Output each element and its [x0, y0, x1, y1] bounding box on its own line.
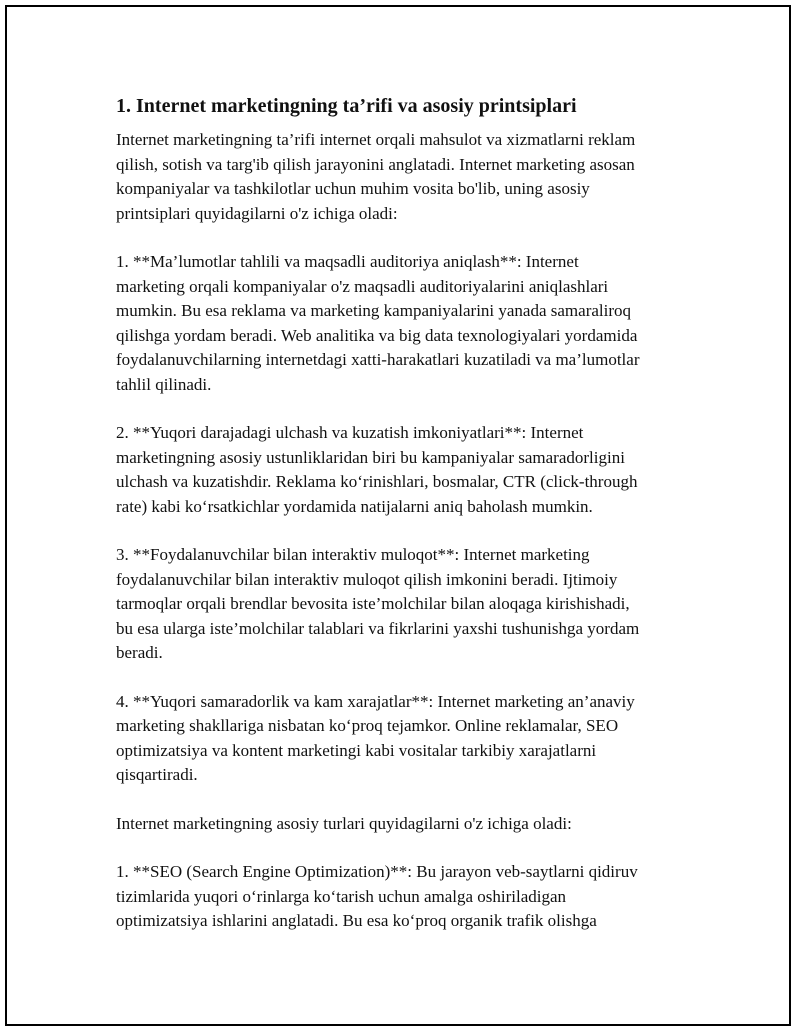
- text-line: tahlil qilinadi.: [116, 374, 212, 394]
- document-heading: 1. Internet marketingning ta’rifi va asosiy printsiplari: [116, 95, 577, 117]
- text-line: 4. **Yuqori samaradorlik va kam xarajatlar**: Internet marketing an’anaviy: [116, 691, 635, 711]
- text-line: 1. **Ma’lumotlar tahlili va maqsadli auditoriya aniqlash**: Internet: [116, 252, 579, 271]
- text-line: 3. **Foydalanuvchilar bilan interaktiv muloqot**: Internet marketing: [116, 545, 590, 564]
- paragraph-principle-2: [116, 421, 692, 519]
- paragraph-principle-3: [116, 543, 692, 666]
- text-line: qilishga yordam beradi. Web analitika va big data texnologiyalari yordamida: [116, 325, 638, 345]
- text-line: beradi.: [116, 643, 163, 662]
- text-line: tarmoqlar orqali brendlar bevosita iste’molchilar bilan aloqaga kirishishadi,: [116, 594, 630, 613]
- text-line: optimizatsiya va kontent marketingi kabi vositalar tarkibiy xarajatlarni: [116, 740, 597, 760]
- text-line: 1. **SEO (Search Engine Optimization)**: Bu jarayon veb-saytlarni qidiruv: [116, 862, 638, 881]
- text-line: kompaniyalar va tashkilotlar uchun muhim vosita bo'lib, uning asosiy: [116, 179, 590, 198]
- text-line: optimizatsiya ishlarini anglatadi. Bu esa ko‘proq organik trafik olishga: [116, 911, 597, 930]
- text-line: 2. **Yuqori darajadagi ulchash va kuzatish imkoniyatlari**: Internet: [116, 423, 584, 442]
- paragraph-principle-4: [116, 690, 692, 788]
- document-body: [116, 92, 692, 958]
- text-line: foydalanuvchilarning internetdagi xatti-harakatlari kuzatiladi va ma’lumotlar: [116, 350, 640, 369]
- paragraph-intro: [116, 128, 692, 226]
- text-line: foydalanuvchilar bilan interaktiv muloqot qilish imkonini beradi. Ijtimoiy: [116, 569, 618, 589]
- text-line: mumkin. Bu esa reklama va marketing kampaniyalarini yanada samaraliroq: [116, 301, 632, 320]
- text-line: marketing shakllariga nisbatan ko‘proq tejamkor. Online reklamalar, SEO: [116, 716, 619, 735]
- text-line: qisqartiradi.: [116, 765, 198, 784]
- text-line: rate) kabi ko‘rsatkichlar yordamida natijalarni aniq baholash mumkin.: [116, 496, 593, 516]
- paragraph-principle-1: [116, 250, 692, 397]
- text-line: tizimlarida yuqori o‘rinlarga ko‘tarish uchun amalga oshiriladigan: [116, 886, 567, 906]
- text-line: marketingning asosiy ustunliklaridan biri bu kampaniyalar samaradorligini: [116, 447, 625, 467]
- paragraph-types-intro: [116, 812, 692, 837]
- text-line: Internet marketingning ta’rifi internet orqali mahsulot va xizmatlarni reklam: [116, 130, 636, 149]
- text-line: Internet marketingning asosiy turlari quyidagilarni o'z ichiga oladi:: [116, 813, 572, 833]
- text-line: qilish, sotish va targ'ib qilish jarayonini anglatadi. Internet marketing asosan: [116, 154, 635, 174]
- text-line: printsiplari quyidagilarni o'z ichiga oladi:: [116, 203, 398, 223]
- paragraph-type-seo: [116, 860, 692, 934]
- text-line: ulchash va kuzatishdir. Reklama ko‘rinishlari, bosmalar, CTR (click-through: [116, 472, 638, 491]
- text-line: marketing orqali kompaniyalar o'z maqsadli auditoriyalarini aniqlashlari: [116, 276, 609, 296]
- text-line: bu esa ularga iste’molchilar talablari va fikrlarini yaxshi tushunishga yordam: [116, 618, 640, 638]
